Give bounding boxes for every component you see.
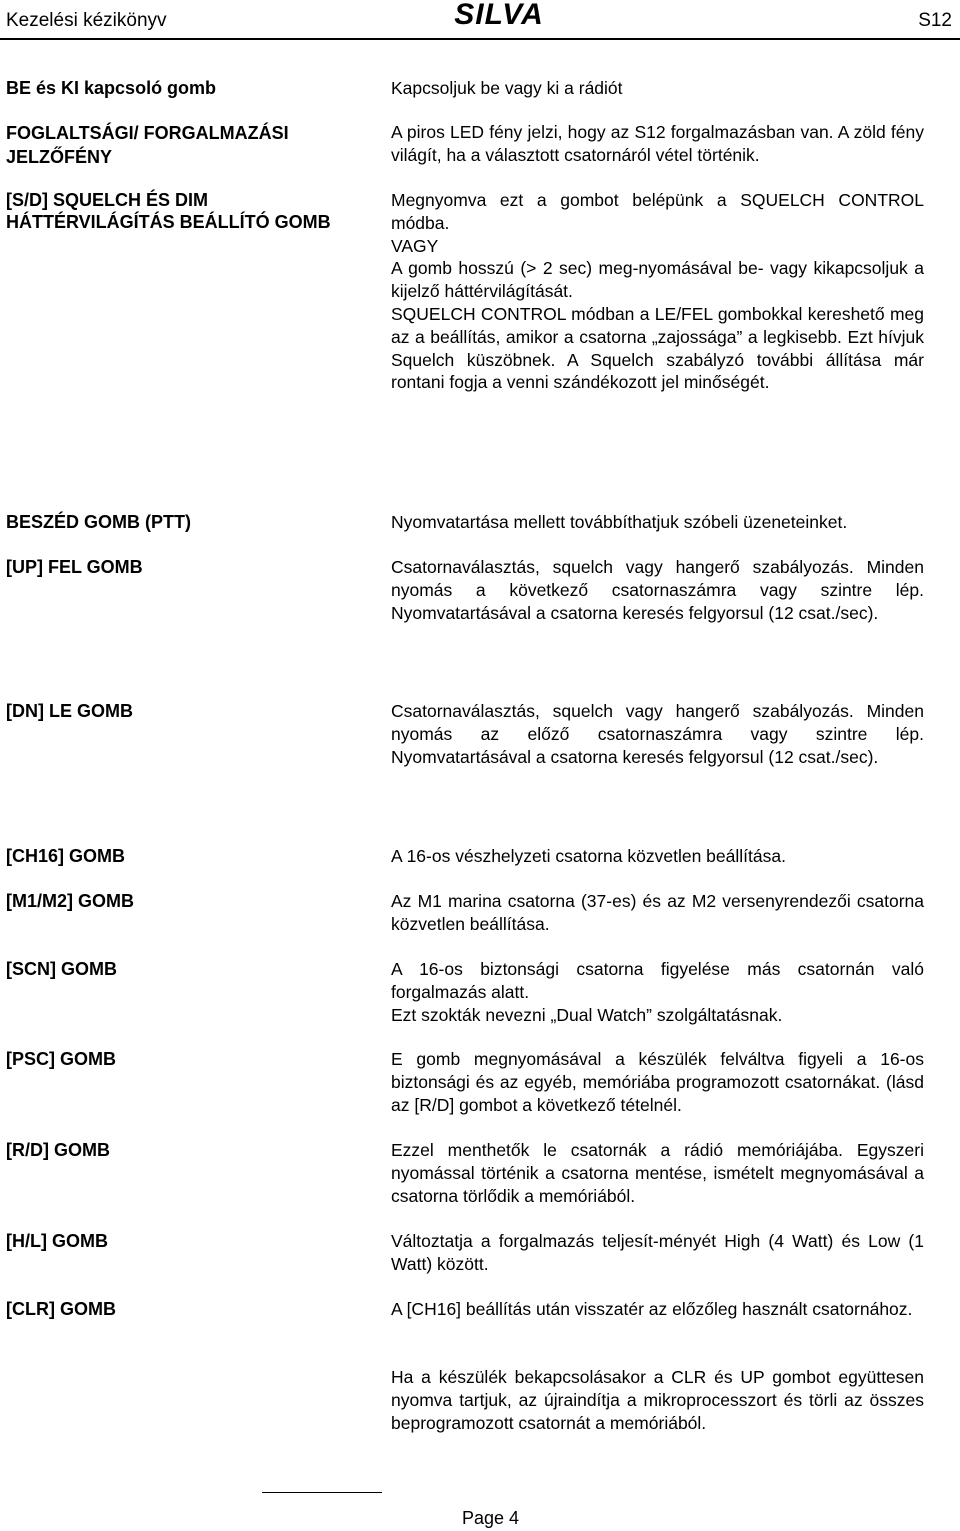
item-description	[391, 121, 924, 167]
silva-logo	[437, 0, 561, 28]
item-label: [CH16] GOMB	[6, 846, 126, 866]
desc-paragraph: Ezzel menthetők le csatornák a rádió memóriájába. Egyszeri nyomással történik a csatorna mentése, ismételt megnyomásával a csatorna törlődik a memóriából.	[391, 1140, 924, 1206]
item-description	[391, 77, 924, 100]
desc-paragraph: Csatornaválasztás, squelch vagy hangerő szabályozás. Minden nyomás a következő csatornaszámra vagy szintre lép. Nyomvatartásával a csatorna keresés felgyorsul (12 csat./sec).	[391, 557, 924, 623]
item-label: [M1/M2] GOMB	[6, 891, 134, 911]
desc-paragraph: Az M1 marina csatorna (37-es) és az M2 versenyrendezői csatorna közvetlen beállítása.	[391, 891, 924, 934]
desc-paragraph: SQUELCH CONTROL módban a LE/FEL gombokkal kereshető meg az a beállítás, amikor a csatorna „zajossága” a legkisebb. Ezt hívjuk Squelch küszöbnek. A Squelch szabályzó további állítása már rontani fogja a venni szándékozott jel minőségét.	[391, 303, 924, 393]
item-description	[391, 1139, 924, 1207]
item-label: [CLR] GOMB	[6, 1299, 116, 1319]
item-description	[391, 1048, 924, 1116]
logo-text: SILVA	[454, 0, 544, 28]
item-description	[391, 1366, 924, 1434]
item-label: [S/D] SQUELCH ÉS DIM HÁTTÉRVILÁGÍTÁS BEÁLLÍTÓ GOMB	[6, 190, 331, 232]
item-label: FOGLALTSÁGI/ FORGALMAZÁSI JELZŐFÉNY	[6, 123, 289, 167]
desc-paragraph: Csatornaválasztás, squelch vagy hangerő szabályozás. Minden nyomás az előző csatornaszámra vagy szintre lép. Nyomvatartásával a csatorna keresés felgyorsul (12 csat./sec).	[391, 701, 924, 767]
item-description	[391, 1230, 924, 1276]
item-description	[391, 958, 924, 1026]
desc-paragraph: Nyomvatartása mellett továbbíthatjuk szóbeli üzeneteinket.	[391, 512, 848, 532]
page-header	[0, 0, 960, 40]
item-label: [SCN] GOMB	[6, 959, 117, 979]
footer-rule	[262, 1492, 382, 1493]
item-label: [PSC] GOMB	[6, 1049, 116, 1069]
model-name: S12	[918, 10, 952, 31]
item-label: [R/D] GOMB	[6, 1140, 110, 1160]
desc-paragraph: A gomb hosszú (> 2 sec) meg-nyomásával be- vagy kikapcsoljuk a kijelző háttérvilágítását.	[391, 258, 924, 302]
desc-paragraph: A piros LED fény jelzi, hogy az S12 forgalmazásban van. A zöld fény világít, ha a választott csatornáról vétel történik.	[391, 122, 924, 165]
desc-paragraph: VAGY	[391, 235, 439, 256]
item-description	[391, 700, 924, 768]
item-label: [UP] FEL GOMB	[6, 557, 143, 577]
desc-paragraph: Kapcsoljuk be vagy ki a rádiót	[391, 78, 623, 98]
desc-paragraph: Ezt szokták nevezni „Dual Watch” szolgáltatásnak.	[391, 1004, 783, 1025]
item-description	[391, 1298, 924, 1321]
item-label: BESZÉD GOMB (PTT)	[6, 512, 191, 532]
desc-paragraph: Ha a készülék bekapcsolásakor a CLR és UP gombot együttesen nyomva tartjuk, az újraindítja a mikroprocesszort és törli az összes beprogramozott csatornát a memóriából.	[391, 1367, 924, 1433]
item-description	[391, 556, 924, 624]
item-description	[391, 511, 924, 534]
desc-paragraph: Változtatja a forgalmazás teljesít-ményét High (4 Watt) és Low (1 Watt) között.	[391, 1231, 924, 1274]
desc-paragraph: Megnyomva ezt a gombot belépünk a SQUELCH CONTROL módba.	[391, 190, 924, 233]
item-description	[391, 189, 924, 394]
item-label: [H/L] GOMB	[6, 1231, 108, 1251]
desc-paragraph: A 16-os vészhelyzeti csatorna közvetlen beállítása.	[391, 846, 786, 866]
desc-paragraph: A 16-os biztonsági csatorna figyelése más csatornán való forgalmazás alatt.	[391, 959, 924, 1002]
item-description	[391, 845, 924, 868]
desc-paragraph: A [CH16] beállítás után visszatér az előzőleg használt csatornához.	[391, 1299, 913, 1319]
manual-title: Kezelési kézikönyv	[6, 10, 167, 31]
page-number: Page 4	[462, 1508, 520, 1528]
item-label: [DN] LE GOMB	[6, 701, 133, 721]
item-description	[391, 890, 924, 936]
desc-paragraph: E gomb megnyomásával a készülék felváltva figyeli a 16-os biztonsági és az egyéb, memóriába programozott csatornákat. (lásd az [R/D] gombot a következő tételnél.	[391, 1049, 924, 1115]
item-label: BE és KI kapcsoló gomb	[6, 78, 217, 98]
